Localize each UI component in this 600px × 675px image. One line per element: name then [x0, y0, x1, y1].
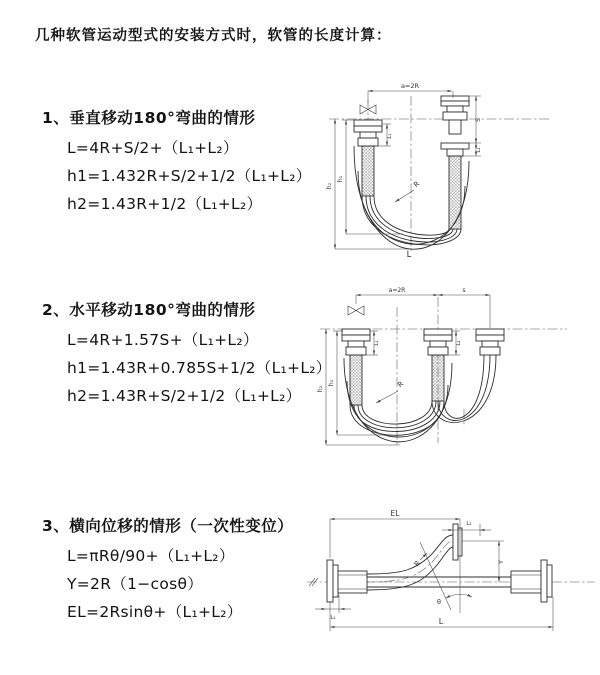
dim-a2r — [356, 295, 438, 304]
diagram-vertical-180 — [315, 76, 565, 261]
hose-fitting-left — [342, 329, 370, 405]
hose-s-curve — [367, 535, 453, 590]
formula-line: EL=2Rsinθ+（L₁+L₂） — [67, 603, 243, 621]
dim-label-l1: L₁ — [374, 340, 380, 346]
dim-label-l2: L₂ — [476, 147, 482, 153]
dim-a2r — [368, 91, 453, 103]
formula-line: h2=1.43R+1/2（L₁+L₂） — [67, 195, 263, 213]
formula-line: L=πRθ/90+（L₁+L₂） — [67, 547, 235, 565]
formula-line: h1=1.43R+0.785S+1/2（L₁+L₂） — [67, 359, 332, 377]
hose-fitting-right — [476, 329, 504, 355]
dim-label-a2r: a=2R — [388, 287, 406, 294]
formula-line: L=4R+S/2+（L₁+L₂） — [67, 139, 239, 157]
section-heading: 3、横向位移的情形（一次性变位） — [42, 517, 294, 535]
section-3 — [42, 514, 342, 626]
length-label: L — [406, 250, 412, 260]
dim-label-l2: L₂ — [456, 340, 462, 346]
hose-fitting-left — [354, 120, 382, 196]
dim-label-h1: h₁ — [328, 379, 335, 387]
section-1 — [42, 106, 342, 218]
dim-label-y: Y — [497, 560, 505, 564]
flange-upper — [453, 524, 462, 560]
dim-label-h2: h₂ — [317, 385, 324, 393]
dim-label-h2: h₂ — [326, 182, 333, 190]
dim-label-s: S — [475, 118, 482, 122]
formula-line: h1=1.432R+S/2+1/2（L₁+L₂） — [67, 167, 312, 185]
diagram-horizontal-180 — [312, 283, 600, 451]
dim-label-a2r: a=2R — [400, 82, 420, 90]
hose-hatching — [350, 355, 362, 405]
hose-hatching — [432, 355, 444, 401]
dim-label-l2: L₂ — [466, 521, 472, 527]
flange-left — [327, 560, 367, 602]
dim-label-h1: h₁ — [337, 175, 344, 183]
radius-leader — [376, 391, 398, 403]
formula-line: h2=1.43R+S/2+1/2（L₁+L₂） — [67, 387, 302, 405]
dim-label-el: EL — [390, 509, 400, 518]
section-2 — [42, 298, 342, 410]
dim-label-l: L — [438, 617, 444, 626]
diagram-lateral-displacement — [303, 505, 600, 650]
radius-label: R — [412, 179, 422, 190]
dim-label-l1: L₁ — [330, 615, 336, 621]
hose-hatching — [362, 146, 374, 196]
formula-line: L=4R+1.57S+（L₁+L₂） — [67, 331, 259, 349]
angle-label: θ — [437, 598, 441, 606]
formula-line: Y=2R（1−cosθ） — [67, 575, 204, 593]
angle-theta — [420, 542, 472, 610]
radius-label: R — [412, 559, 423, 569]
dim-label-l1: L₁ — [387, 133, 393, 139]
hose-hatching — [449, 156, 461, 229]
radius-label: R — [396, 379, 406, 390]
page-title: 几种软管运动型式的安装方式时，软管的长度计算： — [35, 28, 392, 44]
section-heading: 2、水平移动180°弯曲的情形 — [42, 301, 256, 319]
flange-right — [511, 560, 552, 602]
dim-label-s: s — [462, 287, 466, 294]
valve-icon — [348, 306, 364, 315]
dim-s — [438, 295, 490, 328]
section-heading: 1、垂直移动180°弯曲的情形 — [42, 109, 256, 127]
hose-fitting-right — [441, 96, 469, 229]
